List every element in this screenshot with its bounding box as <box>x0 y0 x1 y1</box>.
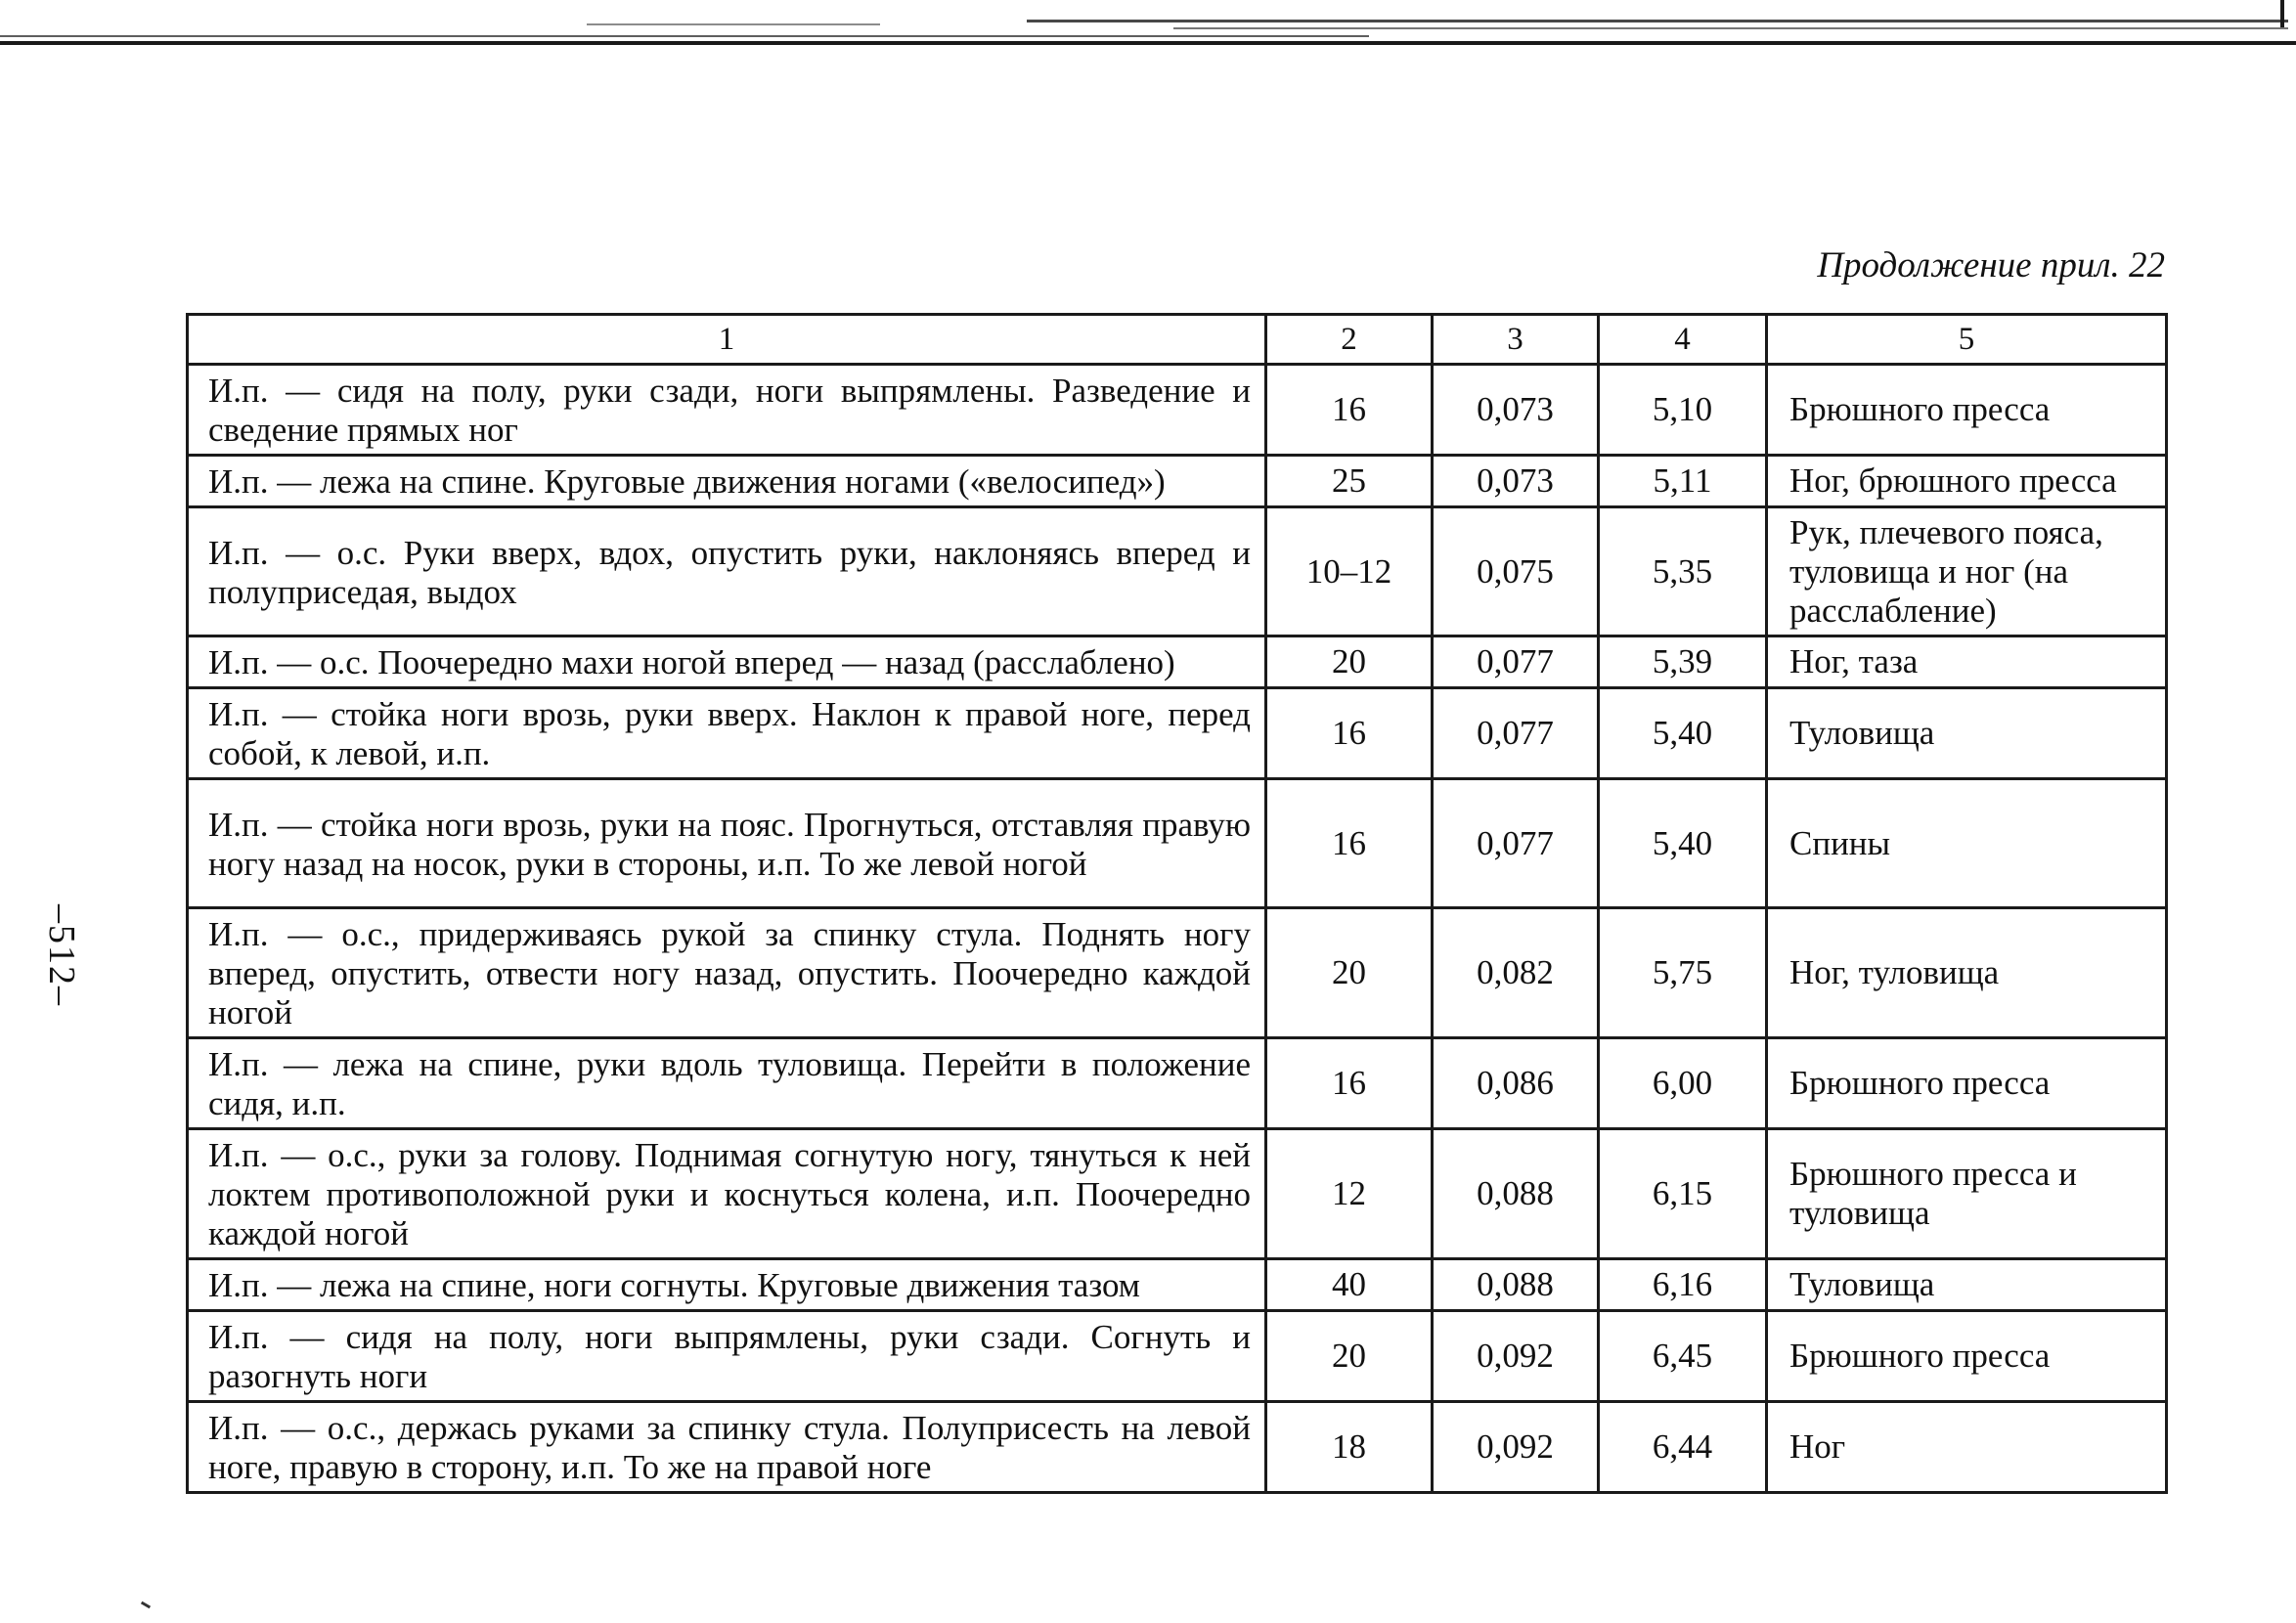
scan-edge-line <box>1173 27 2288 29</box>
table-row <box>188 1129 2167 1259</box>
column-3-value-cell: 0,088 <box>1433 1259 1599 1311</box>
column-3-value-cell: 0,075 <box>1433 507 1599 636</box>
repetitions-cell: 12 <box>1266 1129 1433 1259</box>
repetitions-cell: 20 <box>1266 908 1433 1038</box>
column-header-2: 2 <box>1266 315 1433 365</box>
scan-corner-mark <box>2280 0 2284 27</box>
column-4-value-cell: 6,16 <box>1599 1259 1767 1311</box>
header-row <box>188 315 2167 365</box>
table-row <box>188 1259 2167 1311</box>
table-row <box>188 636 2167 688</box>
repetitions-cell: 25 <box>1266 456 1433 507</box>
column-3-value-cell: 0,073 <box>1433 365 1599 456</box>
column-3-value-cell: 0,077 <box>1433 636 1599 688</box>
repetitions-cell: 40 <box>1266 1259 1433 1311</box>
column-3-value-cell: 0,073 <box>1433 456 1599 507</box>
muscle-group-cell: Ног, брюшного пресса <box>1767 456 2167 507</box>
column-3-value-cell: 0,082 <box>1433 908 1599 1038</box>
column-4-value-cell: 6,45 <box>1599 1311 1767 1402</box>
muscle-group-cell: Спины <box>1767 779 2167 908</box>
exercise-description-cell: И.п. — стойка ноги врозь, руки вверх. Наклон к правой ноге, перед собой, к левой, и.п. <box>188 688 1266 779</box>
column-header-3: 3 <box>1433 315 1599 365</box>
column-4-value-cell: 5,40 <box>1599 779 1767 908</box>
column-3-value-cell: 0,077 <box>1433 688 1599 779</box>
column-4-value-cell: 5,39 <box>1599 636 1767 688</box>
scan-edge-line <box>0 41 2296 45</box>
table-row <box>188 1038 2167 1129</box>
repetitions-cell: 16 <box>1266 688 1433 779</box>
column-header-1: 1 <box>188 315 1266 365</box>
muscle-group-cell: Рук, плечевого пояса, туловища и ног (на расслабление) <box>1767 507 2167 636</box>
exercise-description-cell: И.п. — сидя на полу, ноги выпрямлены, руки сзади. Согнуть и разогнуть ноги <box>188 1311 1266 1402</box>
column-header-4: 4 <box>1599 315 1767 365</box>
muscle-group-cell: Брюшного пресса <box>1767 1311 2167 1402</box>
repetitions-cell: 20 <box>1266 636 1433 688</box>
muscle-group-cell: Туловища <box>1767 1259 2167 1311</box>
table-caption: Продолжение прил. 22 <box>1817 245 2165 285</box>
table-row <box>188 688 2167 779</box>
column-4-value-cell: 6,15 <box>1599 1129 1767 1259</box>
exercise-description-cell: И.п. — лежа на спине, ноги согнуты. Круговые движения тазом <box>188 1259 1266 1311</box>
column-3-value-cell: 0,088 <box>1433 1129 1599 1259</box>
column-3-value-cell: 0,092 <box>1433 1311 1599 1402</box>
column-4-value-cell: 6,00 <box>1599 1038 1767 1129</box>
column-4-value-cell: 5,40 <box>1599 688 1767 779</box>
scan-edge-line <box>0 35 1369 37</box>
exercise-description-cell: И.п. — о.с., придерживаясь рукой за спинку стула. Поднять ногу вперед, опустить, отвести ногу назад, опустить. Поочередно каждой ногой <box>188 908 1266 1038</box>
exercise-description-cell: И.п. — о.с. Руки вверх, вдох, опустить руки, наклоняясь вперед и полуприседая, выдох <box>188 507 1266 636</box>
muscle-group-cell: Ног, таза <box>1767 636 2167 688</box>
scan-edge-line <box>587 23 880 25</box>
muscle-group-cell: Брюшного пресса <box>1767 1038 2167 1129</box>
exercise-description-cell: И.п. — сидя на полу, руки сзади, ноги выпрямлены. Разведение и сведение прямых ног <box>188 365 1266 456</box>
exercise-description-cell: И.п. — о.с., руки за голову. Поднимая согнутую ногу, тянуться к ней локтем противоположной руки и коснуться колена, и.п. Поочередно каждой ногой <box>188 1129 1266 1259</box>
exercise-description-cell: И.п. — о.с. Поочередно махи ногой вперед — назад (расслаблено) <box>188 636 1266 688</box>
muscle-group-cell: Брюшного пресса <box>1767 365 2167 456</box>
column-4-value-cell: 6,44 <box>1599 1402 1767 1493</box>
column-4-value-cell: 5,10 <box>1599 365 1767 456</box>
table-row <box>188 779 2167 908</box>
table-row <box>188 507 2167 636</box>
table-row <box>188 1311 2167 1402</box>
repetitions-cell: 10–12 <box>1266 507 1433 636</box>
muscle-group-cell: Туловища <box>1767 688 2167 779</box>
table-row <box>188 365 2167 456</box>
repetitions-cell: 16 <box>1266 365 1433 456</box>
repetitions-cell: 18 <box>1266 1402 1433 1493</box>
exercise-description-cell: И.п. — стойка ноги врозь, руки на пояс. Прогнуться, отставляя правую ногу назад на носок, руки в стороны, и.п. То же левой ногой <box>188 779 1266 908</box>
column-3-value-cell: 0,077 <box>1433 779 1599 908</box>
column-4-value-cell: 5,75 <box>1599 908 1767 1038</box>
exercise-description-cell: И.п. — о.с., держась руками за спинку стула. Полуприсесть на левой ноге, правую в сторону, и.п. То же на правой ноге <box>188 1402 1266 1493</box>
repetitions-cell: 20 <box>1266 1311 1433 1402</box>
exercise-description-cell: И.п. — лежа на спине. Круговые движения ногами («велосипед») <box>188 456 1266 507</box>
page-number: –512– <box>41 904 82 1007</box>
repetitions-cell: 16 <box>1266 1038 1433 1129</box>
column-4-value-cell: 5,35 <box>1599 507 1767 636</box>
exercise-description-cell: И.п. — лежа на спине, руки вдоль туловища. Перейти в положение сидя, и.п. <box>188 1038 1266 1129</box>
column-header-5: 5 <box>1767 315 2167 365</box>
table-row <box>188 908 2167 1038</box>
table-row <box>188 1402 2167 1493</box>
column-4-value-cell: 5,11 <box>1599 456 1767 507</box>
column-3-value-cell: 0,086 <box>1433 1038 1599 1129</box>
repetitions-cell: 16 <box>1266 779 1433 908</box>
column-3-value-cell: 0,092 <box>1433 1402 1599 1493</box>
table-row <box>188 456 2167 507</box>
muscle-group-cell: Ног, туловища <box>1767 908 2167 1038</box>
muscle-group-cell: Брюшного пресса и туловища <box>1767 1129 2167 1259</box>
table-body <box>188 365 2167 1493</box>
scan-edge-line <box>1027 20 2288 22</box>
appendix-table <box>186 313 2168 1494</box>
scan-speck <box>141 1601 151 1609</box>
muscle-group-cell: Ног <box>1767 1402 2167 1493</box>
